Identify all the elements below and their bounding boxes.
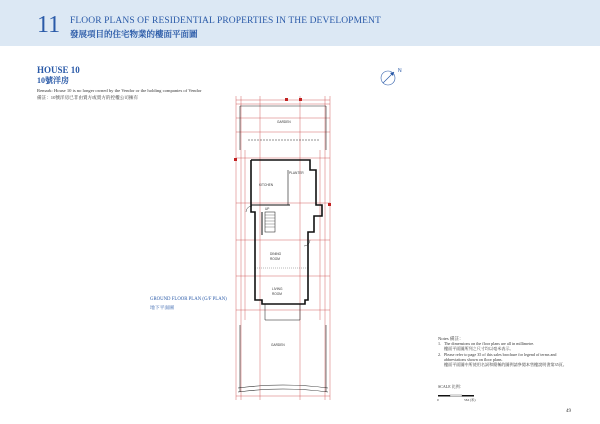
room-label-living-room: ROOM	[272, 292, 282, 296]
dimension-lines	[236, 96, 330, 400]
note-item: 2. Please refer to page 35 of this sales brochure for legend of terms and abbreviations shown on floor plans. 樓面平面圖中所使用名詞和簡稱的圖例請參閱本售樓說明書第35頁。	[438, 352, 578, 368]
room-label-kitchen: KITCHEN	[259, 183, 273, 187]
plan-caption-en: GROUND FLOOR PLAN (G/F PLAN)	[150, 297, 227, 302]
page-number: 49	[566, 409, 571, 414]
room-label-garden-bottom: GARDEN	[271, 343, 285, 347]
site-boundary	[238, 106, 328, 392]
north-label: N	[398, 68, 402, 74]
stair-up-label: UP	[265, 207, 270, 211]
room-label-planter: PLANTER	[289, 171, 304, 175]
room-label-dining-room: ROOM	[270, 257, 280, 261]
remark-zh: 備註：10號洋房已非由賣方或賣方的控權公司擁有	[37, 95, 139, 100]
plan-caption-zh: 地下平面圖	[150, 306, 174, 311]
notes-block	[438, 336, 578, 367]
note-text-en: Please refer to page 35 of this sales brochure for legend of terms and abbreviations shown on floor plans.	[444, 351, 557, 362]
section-number: 11	[37, 12, 61, 38]
scale-start: 0	[437, 398, 439, 402]
note-text-en: The dimensions on the floor plans are all in millimetre.	[444, 341, 535, 347]
scale-end: 5M (米)	[464, 398, 476, 402]
room-label-living: LIVING	[272, 287, 283, 291]
note-text-zh: 樓面平面圖所列之尺寸均以毫米表示。	[444, 346, 514, 352]
room-label-garden-top: GARDEN	[277, 120, 291, 124]
section-title-zh: 發展項目的住宅物業的樓面平面圖	[70, 29, 198, 39]
notes-title: Notes 備註：	[438, 336, 464, 341]
note-text-zh: 樓面平面圖中所使用名詞和簡稱的圖例請參閱本售樓說明書第35頁。	[444, 362, 567, 368]
remark-en: Remark: House 10 is no longer owned by the Vendor or the holding companies of Vendor	[37, 88, 202, 93]
scale-label: SCALE 比例：	[438, 384, 464, 389]
house-title-zh: 10號洋房	[37, 76, 69, 85]
note-item: 1. The dimensions on the floor plans are all in millimetre. 樓面平面圖所列之尺寸均以毫米表示。	[438, 341, 535, 352]
section-title-en: FLOOR PLANS OF RESIDENTIAL PROPERTIES IN THE DEVELOPMENT	[70, 16, 381, 26]
room-label-dining: DINING	[270, 252, 282, 256]
house-title-en: HOUSE 10	[37, 65, 80, 75]
north-arrow-icon	[381, 68, 402, 85]
scale-bar	[438, 395, 474, 397]
